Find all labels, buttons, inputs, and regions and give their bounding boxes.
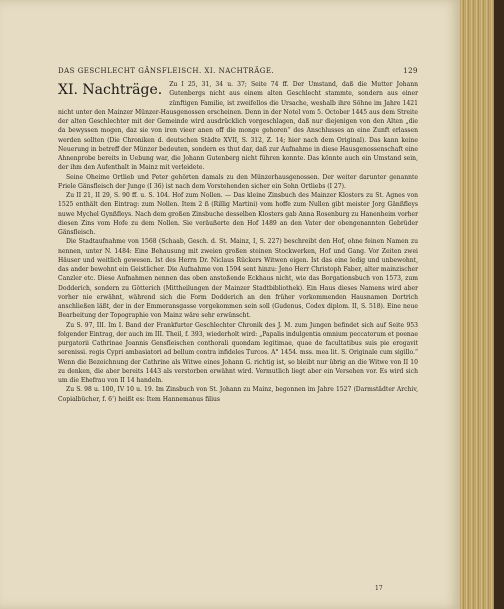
page-number: 129: [403, 67, 418, 75]
page-edges: [460, 0, 504, 609]
running-head: [58, 67, 418, 75]
paragraph-5: Zu S. 97, III. Im I. Band der Frankfurter Geschlechter Chronik des J. M. zum Jungen befindet sich auf Seite 953 folgender Eintrag, der auch im III. Theil, f. 393, wiederholt wird: „Papalis indulgentia omnium peccatorum et poenae purgatorii Cathrinae Joannis Gensfleischen conthorali quondam legitimae, quae de facultatibus suis pie erogavit serenissi. regis Cypri ambasiatori ad bellum contra infideles Turcos. A° 1454. mss. mea lit. S. Originale cum sigillo.“ Wenn die Bezeichnung der Cathrine als Witwe eines Johann G. richtig ist, so bleibt nur übrig an die Witwe von II 10 zu denken, die aber bereits 1443 als verstorben erwähnt wird. Vermutlich liegt aber ein Versehen vor. Es wird sich um die Ehefrau von II 14 handeln.: [58, 321, 418, 384]
section-heading: XI. Nachträge.: [58, 82, 163, 98]
book-cover-edge: [494, 0, 504, 609]
paragraph-6: Zu S. 98 u. 100, IV 10 u. 19. Im Zinsbuch von St. Johann zu Mainz, begonnen im Jahre 1527 (Darmstädter Archiv, Copialbücher, f. 6‘) heißt es: Item Hannemanus filius: [58, 386, 418, 403]
signature-mark: 17: [375, 585, 383, 592]
paragraph-1: [58, 80, 418, 173]
body-text: [58, 80, 418, 404]
running-head-title: DAS GESCHLECHT GÄNSFLEISCH. XI. NACHTRÄGE.: [58, 67, 275, 75]
paragraph-2: Seine Oheime Ortlieb und Peter gehörten damals zu den Münzerhausgenossen. Der weiter darunter genannte Friele Gänsfleisch der Junge (I 36) ist nach dem Vorstehenden sicher ein Sohn Ortliebs (I 27).: [58, 173, 418, 190]
paragraph-1-text: Zu I 25, 31, 34 u. 37; Seite 74 ff. Der Umstand, daß die Mutter Johann Gutenbergs nicht aus einem alten Geschlecht stammte, sondern aus einer zünftigen Familie, ist zweifellos die Ursache, weshalb ihre Söhne im Jahre 1421 nicht unter den Mainzer Münzer-Hausgenossen erscheinen. Denn in der Notel vom 5. October 1445 aus dem Streite der alten Geschlechter mit der Gemeinde wird ausdrücklich vorgeschlagen, daß nur diejenigen von den Alten „die da bewyssen mogen, daz sie von iren vieer anen off die monge gehoren“ des Anschlusses an eine Zunft erlassen werden sollten (Die Chroniken d. deutschen Städte XVII, S. 312, Z. 14; hier nach dem Original). Das kann keine Neuerung in betreff der Münzer bedeuten, sondern es thut dar, daß zur Aufnahme in diese Hausgenossenschaft eine Ahnenprobe bereits in Uebung war, die Johann Gutenberg nicht führen konnte. Das könnte auch ein Umstand sein, der ihm den Aufenthalt in Mainz mit verleidete.: [58, 81, 418, 172]
paragraph-4: Die Stadtaufnahme von 1568 (Schaab, Gesch. d. St. Mainz, I, S. 227) beschreibt den Hof, ohne feinen Namen zu nennen, unter N. 1484: Eine Behausung mit zweien großen steinen Stockwerken, Hof und Gang. Vor Zeiten zwei Häuser und weitlich gewesen. Ist des Herrn Dr. Niclaus Rückers Witwen eigen. Ist das eine ledig und unbewohnt, das ander bewohnt ein Geistlicher. Die Aufnahme von 1594 sent hinzu: Jeno Herr Christoph Faber, alter mainzischer Canzler etc. Diese Aufnahmen nennen das oben anstoßende Eckhaus nicht, wie das Borgationsbuch von 1573, zum Dodderich, sondern zu Götterich (Mittheilungen der Mainzer Stadtbibliothek). Ein Haus dieses Namens wird aber vorher nie erwähnt, während sich die Form Dodderich an den früher vorkommenden Hausnamen Dortrich anschließen läßt, der in der Emmeransgasse vorgekommen sein soll (Gudenus, Codex diplom. II, S. 518). Eine neue Bearbeitung der Topographie von Mainz wäre sehr erwünscht.: [58, 238, 418, 320]
paragraph-3: Zu II 21, II 29, S. 90 ff. u. S. 104. Hof zum Nollen. — Das kleine Zinsbuch des Mainzer Klosters zu St. Agnes von 1525 enthält den Eintrag: zum Nollen. Item 2 ß (Rillig Martini) vom hoffe zum Nullen gibt meister Jorg Gänßfleys nuwe Mychel Gynßfleys. Nach dem großen Zinsbuche desselben Klosters gab Anna Rosenburg zu Hanenheim vorher diesen Zins vom Hofe zu dem Nollen. Sie veräußerte den Hof 1489 an den Vater der obengenannten Gebrüder Gänsfleisch.: [58, 192, 419, 236]
